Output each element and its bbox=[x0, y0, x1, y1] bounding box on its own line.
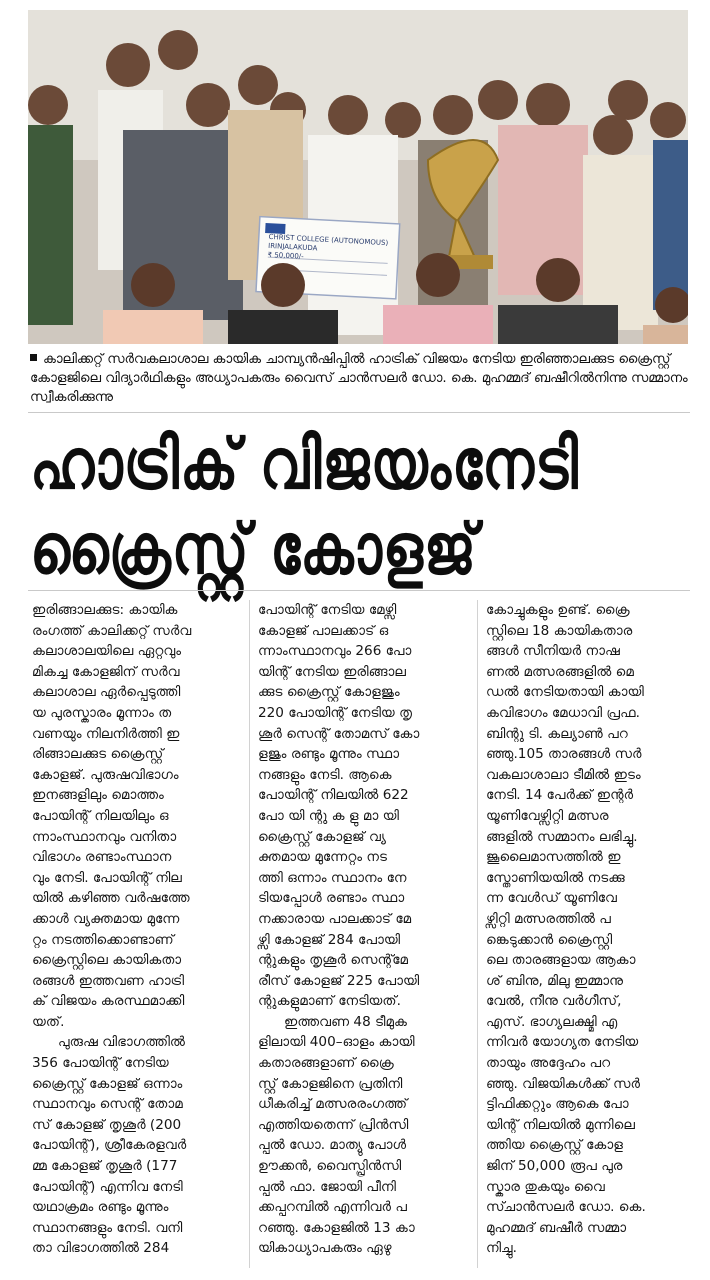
paragraph-men-results: പുരുഷ വിഭാഗത്തിൽ 356 പോയിന്റ് നേടിയ ക്രൈസ്റ്റ് കോളജ് ഒന്നാം സ്ഥാനവും സെന്റ് തോമ സ് കോളജ് തൃശൂർ (200 പോയിന്റ്), ശ്രീകേരളവർ മ്മ കോളജ് തൃശൂർ (177 പോയിന്റ്) എന്നിവ നേടി യഥാക്രമം രണ്ടും മൂന്നും സ്ഥാനങ്ങളും നേടി. വനി താ വിഭാഗത്തിൽ 284 bbox=[32, 1034, 187, 1257]
paragraph-teams: ഇത്തവണ 48 ടീമുക ളിലായി 400–ഓളം കായി കതാരങ്ങളാണ് ക്രൈ സ്റ്റ് കോളജിനെ പ്രതിനി ധീകരിച്ച് മത്സരരംഗത്ത് എത്തിയതെന്ന് പ്രിൻസി പ്പൽ ഡോ. മാത്യു പോൾ ഊക്കൻ, വൈസ്പ്രിൻസി പ്പൽ ഫാ. ജോയി പീനി ക്കപ്പറമ്പിൽ എന്നിവർ പ റഞ്ഞു. കോളജിൽ 13 കാ യികാധ്യാപകരും ഏഴു bbox=[258, 1013, 415, 1257]
photo-caption bbox=[30, 350, 690, 407]
paragraph-achievements: കോച്ചുകളും ഉണ്ട്. ക്രൈ സ്റ്റിലെ 18 കായികതാര ങ്ങൾ സീനിയർ നാഷ ണൽ മത്സരങ്ങളിൽ മെ ഡൽ നേടിയതായി കായി കവിഭാഗം മേധാവി പ്രഫ. ബിന്റു ടി. കല്യാൺ പറ ഞ്ഞു.105 താരങ്ങൾ സർ വകലാശാലാ ടീമിൽ ഇടം നേടി. 14 പേർക്ക് ഇന്റർ യൂണിവേഴ്സിറ്റി മത്സര ങ്ങളിൽ സമ്മാനം ലഭിച്ചു. ജൂലൈമാസത്തിൽ ഇ സ്തോണിയയിൽ നടക്കു ന്ന വേൾഡ് യൂണിവേ ഴ്സിറ്റി മത്സരത്തിൽ പ ങ്കെടുക്കാൻ ക്രൈസ്റ്റി ലെ താരങ്ങളായ ആകാ ശ് ബിനു, മിലു ഇമ്മാനു വേൽ, നീനു വർഗീസ്, എസ്. ഭാഗ്യലക്ഷ്മി എ ന്നിവർ യോഗ്യത നേടിയ തായും അദ്ദേഹം പറ ഞ്ഞു. വിജയികൾക്ക് സർ ട്ടിഫിക്കറ്റും ആകെ പോ യിന്റ് നിലയിൽ മുന്നിലെ ത്തിയ ക്രൈസ്റ്റ് കോള ജിന് 50,000 രൂപ പുര സ്കാര തുകയും വൈ സ്ചാൻസലർ ഡോ. കെ. മുഹമ്മദ് ബഷീർ സമ്മാ നിച്ചു. bbox=[486, 602, 646, 1257]
news-photo bbox=[28, 10, 688, 344]
column-divider-2 bbox=[477, 600, 478, 1268]
article-column-1 bbox=[32, 600, 240, 1259]
article-column-2 bbox=[258, 600, 466, 1259]
paragraph-women-results: പോയിന്റ് നേടിയ മേഴ്സി കോളജ് പാലക്കാട് ഒ ന്നാംസ്ഥാനവും 266 പോ യിന്റ് നേടിയ ഇരിങ്ങാല ക്കുട ക്രൈസ്റ്റ് കോളജും 220 പോയിന്റ് നേടിയ തൃ ശൂർ സെന്റ് തോമസ് കോ ളജും രണ്ടും മൂന്നും സ്ഥാ നങ്ങളും നേടി. ആകെ പോയിന്റ് നിലയിൽ 622 പോ യി ന്റു ക ളു മാ യി ക്രൈസ്റ്റ് കോളജ് വ്യ ക്തമായ മുന്നേറ്റം നട ത്തി ഒന്നാം സ്ഥാനം നേ ടിയപ്പോൾ രണ്ടാം സ്ഥാ നക്കാരായ പാലക്കാട് മേ ഴ്സി കോളജ് 284 പോയി ന്റുകളും തൃശൂർ സെന്റ്മേ രീസ് കോളജ് 225 പോയി ന്റുകളുമാണ് നേടിയത്. bbox=[258, 602, 420, 1010]
cheque-label: CHRIST COLLEGE (AUTONOMOUS) IRINJALAKUDA ₹ 50,000/- bbox=[267, 232, 389, 261]
headline-divider bbox=[28, 590, 690, 591]
article-column-3 bbox=[486, 600, 694, 1259]
caption-text: കാലിക്കറ്റ് സർവകലാശാല കായിക ചാമ്പ്യൻഷിപ്പിൽ ഹാട്രിക് വിജയം നേടിയ ഇരിഞ്ഞാലക്കുട ക്രൈസ്റ്റ് കോളജിലെ വിദ്യാർഥികളും അധ്യാപകരും വൈസ് ചാൻസലർ ഡോ. കെ. മുഹമ്മദ് ബഷീറിൽനിന്നു സമ്മാനം സ്വീകരിക്കുന്നു bbox=[30, 352, 688, 405]
caption-bullet-icon bbox=[30, 354, 37, 361]
column-divider-1 bbox=[249, 600, 250, 1268]
headline-line-1: ഹാട്രിക് വിജയംനേടി bbox=[30, 424, 579, 506]
group-photo-icon bbox=[28, 10, 688, 344]
paragraph-intro: ഇരിങ്ങാലക്കുട: കായിക രംഗത്ത് കാലിക്കറ്റ് സർവ കലാശാലയിലെ ഏറ്റവും മികച്ച കോളജിന് സർവ കലാശാല ഏർപ്പെടുത്തി യ പുരസ്കാരം മൂന്നാം ത വണയും നിലനിർത്തി ഇ രിങ്ങാലക്കുട ക്രൈസ്റ്റ് കോളജ്. പുരുഷവിഭാഗം ഇനങ്ങളിലും മൊത്തം പോയിന്റ് നിലയിലും ഒ ന്നാംസ്ഥാനവും വനിതാ വിഭാഗം രണ്ടാംസ്ഥാന വും നേടി. പോയിന്റ് നില യിൽ കഴിഞ്ഞ വർഷത്തേ ക്കാൾ വ്യക്തമായ മുന്നേ റ്റം നടത്തിക്കൊണ്ടാണ് ക്രൈസ്റ്റിലെ കായികതാ രങ്ങൾ ഇത്തവണ ഹാട്രി ക് വിജയം കരസ്ഥമാക്കി യത്. bbox=[32, 602, 192, 1030]
headline-line-2: ക്രൈസ്റ്റ് കോളജ് bbox=[30, 509, 477, 591]
caption-divider bbox=[28, 412, 690, 413]
